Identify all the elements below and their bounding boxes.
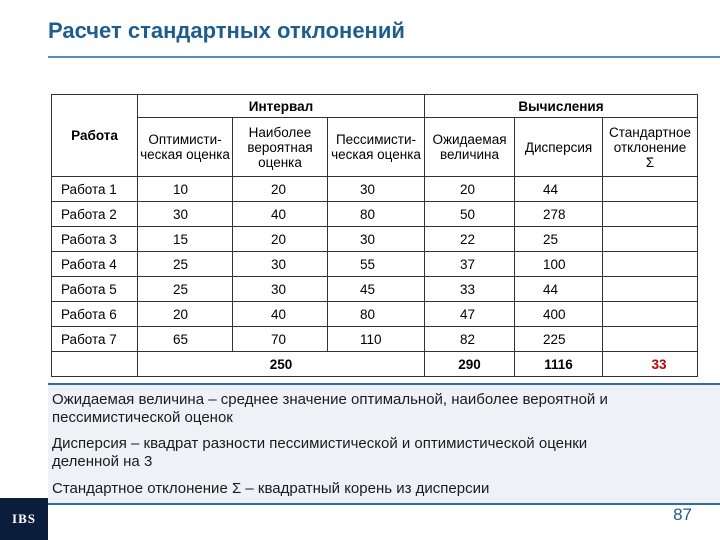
note-stddev-line1: Стандартное отклонение Σ – квадратный корень из дисперсии: [52, 480, 490, 497]
group-header-row: [52, 95, 698, 118]
row-optimistic: 15: [138, 227, 233, 252]
row-likely: 30: [233, 252, 328, 277]
row-expected: 50: [425, 202, 515, 227]
col-header-pessimistic-line2: ческая оценка: [331, 147, 421, 162]
row-stddev: [603, 252, 698, 277]
row-pessimistic: 110: [328, 327, 425, 352]
row-likely: 40: [233, 302, 328, 327]
row-expected: 22: [425, 227, 515, 252]
col-header-expected-line2: величина: [439, 147, 500, 162]
row-optimistic: 30: [138, 202, 233, 227]
col-header-optimistic-line2: ческая оценка: [140, 147, 230, 162]
col-header-stddev-line1: Стандартное: [609, 124, 691, 140]
row-pessimistic: 55: [328, 252, 425, 277]
row-expected: 82: [425, 327, 515, 352]
row-variance: 44: [515, 177, 603, 202]
row-work-name: Работа 2: [52, 202, 138, 227]
col-header-optimistic-line1: Оптимисти-: [148, 132, 222, 147]
row-stddev: [603, 302, 698, 327]
totals-variance: 1116: [515, 352, 603, 377]
row-pessimistic: 80: [328, 302, 425, 327]
totals-row: [52, 352, 698, 377]
col-header-likely: [233, 118, 328, 177]
row-likely: 40: [233, 202, 328, 227]
col-header-pessimistic: [328, 118, 425, 177]
group-header-interval: Интервал: [138, 95, 425, 118]
row-work-name: Работа 5: [52, 277, 138, 302]
std-dev-table: [51, 94, 698, 377]
page-title: Расчет стандартных отклонений: [48, 18, 405, 43]
row-expected: 33: [425, 277, 515, 302]
definitions-box: [48, 383, 720, 505]
row-work-name: Работа 3: [52, 227, 138, 252]
col-header-likely-line3: оценка: [258, 154, 302, 170]
col-header-likely-line1: Наиболее: [248, 124, 312, 140]
row-work-name: Работа 1: [52, 177, 138, 202]
row-likely: 70: [233, 327, 328, 352]
row-pessimistic: 30: [328, 227, 425, 252]
row-variance: 100: [515, 252, 603, 277]
totals-stddev: 33: [603, 352, 698, 377]
col-header-optimistic: [138, 118, 233, 177]
table-row: [52, 252, 698, 277]
row-likely: 30: [233, 277, 328, 302]
col-header-variance: Дисперсия: [515, 118, 603, 177]
note-variance-line1: Дисперсия – квадрат разности пессимистической и оптимистической оценки: [52, 435, 588, 452]
note-expected-line2: пессимистической оценок: [52, 409, 233, 426]
row-variance: 278: [515, 202, 603, 227]
note-expected-line1: Ожидаемая величина – среднее значение оптимальной, наиболее вероятной и: [52, 391, 608, 408]
table-row: [52, 327, 698, 352]
totals-interval: 250: [138, 352, 425, 377]
row-optimistic: 20: [138, 302, 233, 327]
row-stddev: [603, 277, 698, 302]
note-variance-line2: деленной на 3: [52, 453, 153, 470]
col-header-expected-line1: Ожидаемая: [432, 132, 507, 147]
totals-expected: 290: [425, 352, 515, 377]
row-pessimistic: 30: [328, 177, 425, 202]
ibs-logo: IBS: [0, 498, 48, 540]
col-header-stddev-sigma: Σ: [645, 154, 655, 170]
col-header-stddev: [603, 118, 698, 177]
table-row: [52, 177, 698, 202]
row-variance: 44: [515, 277, 603, 302]
row-variance: 400: [515, 302, 603, 327]
title-divider: [48, 56, 720, 58]
row-optimistic: 65: [138, 327, 233, 352]
group-header-calculations: Вычисления: [425, 95, 698, 118]
col-header-pessimistic-line1: Пессимисти-: [335, 132, 417, 147]
row-likely: 20: [233, 227, 328, 252]
note-variance: [52, 435, 587, 471]
row-variance: 25: [515, 227, 603, 252]
page-number: 87: [673, 505, 692, 524]
table-row: [52, 277, 698, 302]
row-expected: 20: [425, 177, 515, 202]
totals-empty-work: [52, 352, 138, 377]
row-optimistic: 25: [138, 252, 233, 277]
row-stddev: [603, 327, 698, 352]
row-work-name: Работа 4: [52, 252, 138, 277]
std-dev-table-container: [51, 94, 698, 377]
row-stddev: [603, 177, 698, 202]
table-row: [52, 202, 698, 227]
row-stddev: [603, 202, 698, 227]
row-work-name: Работа 7: [52, 327, 138, 352]
row-expected: 37: [425, 252, 515, 277]
table-row: [52, 302, 698, 327]
row-pessimistic: 45: [328, 277, 425, 302]
row-stddev: [603, 227, 698, 252]
row-optimistic: 10: [138, 177, 233, 202]
note-expected: [52, 391, 608, 427]
row-variance: 225: [515, 327, 603, 352]
col-header-likely-line2: вероятная: [247, 139, 313, 155]
row-likely: 20: [233, 177, 328, 202]
note-stddev: [52, 480, 489, 498]
col-header-stddev-line2: отклонение: [613, 139, 687, 155]
row-pessimistic: 80: [328, 202, 425, 227]
col-header-expected: [425, 118, 515, 177]
column-header-row: [52, 118, 698, 177]
row-optimistic: 25: [138, 277, 233, 302]
row-work-name: Работа 6: [52, 302, 138, 327]
table-row: [52, 227, 698, 252]
col-header-work: Работа: [52, 95, 138, 177]
row-expected: 47: [425, 302, 515, 327]
